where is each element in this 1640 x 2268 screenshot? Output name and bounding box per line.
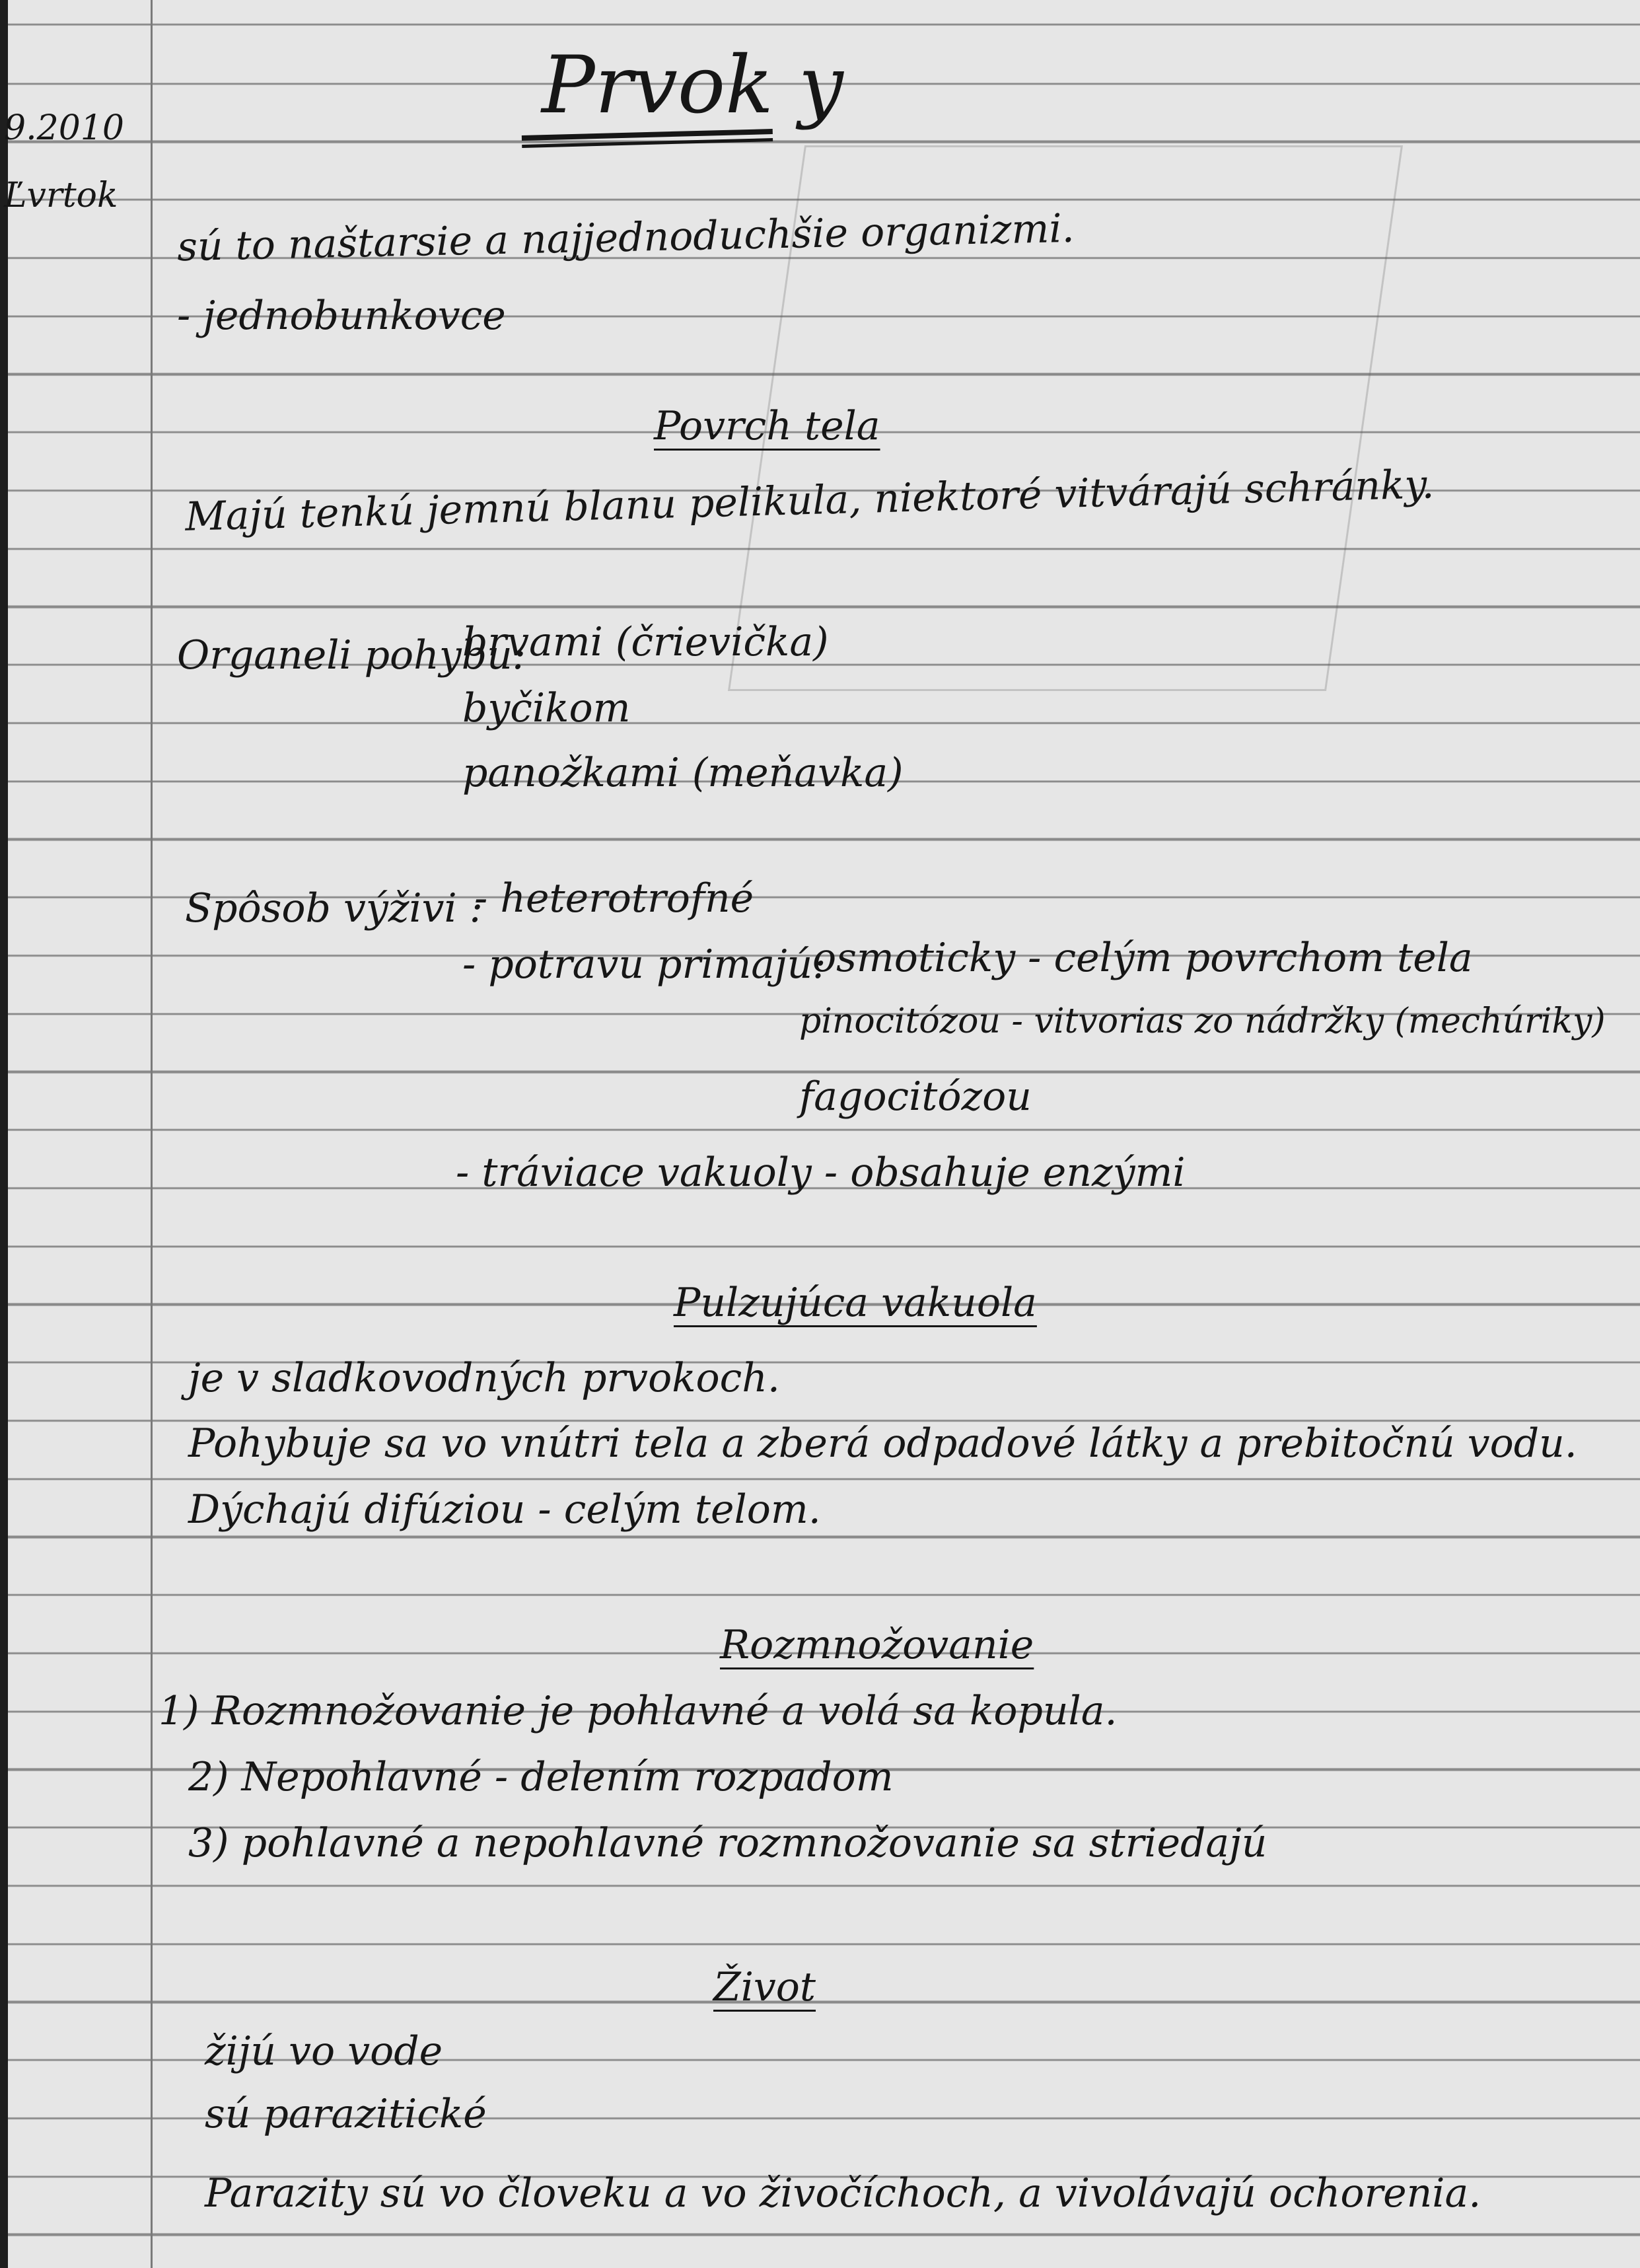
pulz-line-2: Pohybuje sa vo vnútri tela a zberá odpadové látky a prebitočnú vodu. — [188, 1420, 1577, 1467]
vyziva-line-1: - heterotrofné — [474, 875, 754, 922]
zivot-line-2: sú parazitické — [205, 2091, 487, 2137]
povrch-line-1: Majú tenkú jemnú blanu pelikula, niektoré vitvárajú schránky. — [184, 461, 1435, 540]
pohyb-label: Organeli pohybu: — [177, 632, 526, 678]
heading-zivot: Život — [713, 1964, 816, 2010]
vyziva-line-5: - tráviace vakuoly - obsahuje enzými — [456, 1150, 1186, 1196]
pulz-line-3: Dýchajú difúziou - celým telom. — [188, 1486, 821, 1533]
vyziva-line-4: fagocitózou — [799, 1074, 1032, 1120]
page-title: Prvok y — [542, 40, 843, 131]
title-underline — [522, 129, 773, 148]
vyziva-line-3: pinocitózou - vitvorias zo nádržky (mechúriky) — [799, 1002, 1606, 1041]
zivot-line-3: Parazity sú vo človeku a vo živočíchoch, a vivolávajú ochorenia. — [205, 2170, 1481, 2216]
pohyb-item-1: brvami (črievička) — [462, 619, 829, 665]
page-edge-shadow — [0, 0, 8, 2268]
date-note: 9.2010 — [4, 108, 124, 148]
heading-povrch-tela: Povrch tela — [654, 403, 880, 449]
heading-pulzujuca-vakuola: Pulzujúca vakuola — [674, 1280, 1037, 1326]
heading-rozmnozovanie: Rozmnožovanie — [720, 1622, 1034, 1668]
intro-line-2: - jednobunkovce — [177, 293, 506, 339]
rozmn-line-2: 2) Nepohlavné - delením rozpadom — [188, 1754, 894, 1800]
vyziva-line-2a: - potravu primajú: — [462, 941, 826, 988]
intro-line-1: sú to naštarsie a najjednoduchšie organizmi. — [176, 205, 1075, 271]
vyziva-label: Spôsob výživi : — [185, 885, 483, 932]
zivot-line-1: žijú vo vode — [205, 2028, 443, 2074]
weekday-note: Ľvrtok — [4, 176, 118, 215]
rozmn-line-3: 3) pohlavné a nepohlavné rozmnožovanie sa striedajú — [188, 1820, 1267, 1866]
pohyb-item-2: byčikom — [462, 685, 631, 731]
rozmn-line-1: 1) Rozmnožovanie je pohlavné a volá sa kopula. — [159, 1688, 1118, 1734]
pulz-line-1: je v sladkovodných prvokoch. — [188, 1355, 780, 1401]
margin-line — [151, 0, 153, 2268]
vyziva-line-2b: osmoticky - celým povrchom tela — [812, 935, 1473, 981]
pohyb-item-3: panožkami (meňavka) — [462, 750, 904, 796]
